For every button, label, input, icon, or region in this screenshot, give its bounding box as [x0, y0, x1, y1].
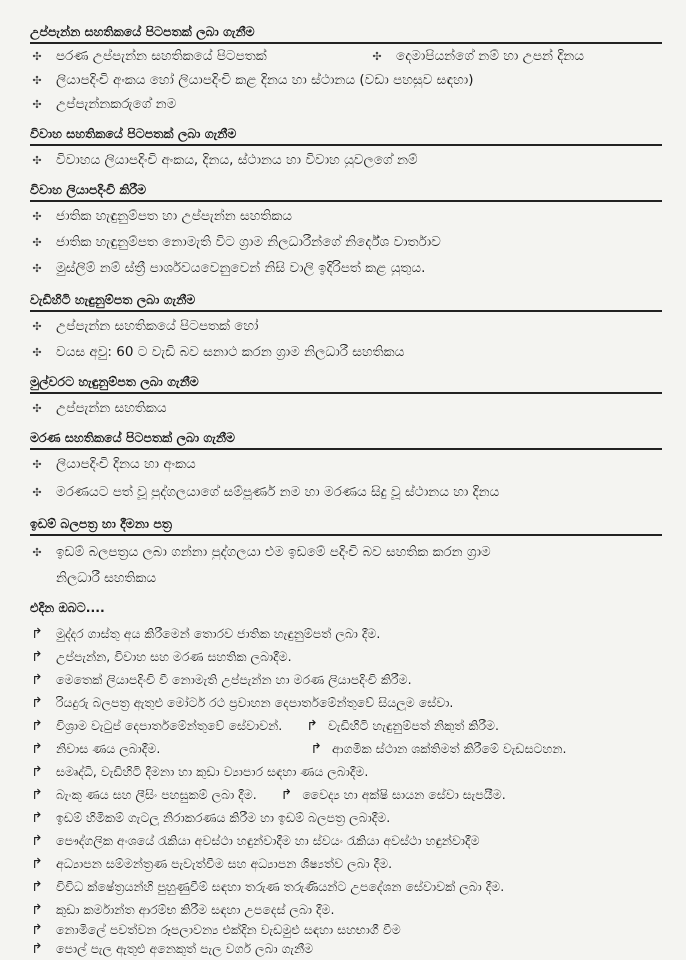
service-item: ↱ බැංකු ණය සහ ලීසිං පහසුකම් ලබා දීම. ↱ වෛද්‍ය හා අක්ෂි සායන සේවා සැපයීම.: [31, 787, 506, 803]
service-item: ↱ මෙතෙක් ලියාපදිංචි වී නොමැති උප්පැන්න හා මරණ ලියාපදිංචි කිරීම.: [31, 672, 412, 688]
list-item: ✣ ඉඩම් බලපත්‍රය ලබා ගන්නා පුද්ගලයා එම ඉඩමේ පදිංචි බව සහතික කරන ග්‍රාම: [30, 544, 491, 560]
arrow-bullet-icon: ↱: [31, 626, 43, 642]
diamond-bullet-icon: ✣: [32, 345, 42, 359]
service-item: ↱ සමෘද්ධි, වැඩිහිටි දීමනා හා කුඩා ව්‍යාපාර සඳහා ණය ලබාදීම.: [31, 764, 369, 780]
section-heading-senior-id: වැඩිහිටි හැඳුනුම්පත ලබා ගැනීම: [30, 292, 662, 312]
list-item: ✣ ලියාපදිංචි දිනය හා අංකය: [30, 456, 196, 472]
diamond-bullet-icon: ✣: [32, 261, 42, 275]
diamond-bullet-icon: ✣: [32, 319, 42, 333]
service-item: ↱ මුද්දර ගාස්තු අය කිරීමෙන් තොරව ජාතික හැඳුනුම්පත් ලබා දීම.: [31, 626, 381, 642]
list-item: ✣ ලියාපදිංචි අංකය හෝ ලියාපදිංචි කළ දිනය හා ස්ථානය (වඩා පහසුව සඳහා): [30, 72, 474, 88]
services-heading: එදින ඔබට....: [30, 600, 105, 615]
service-item: ↱ උප්පැන්න, විවාහ සහ මරණ සහතික ලබාදීම.: [31, 649, 292, 665]
arrow-bullet-icon: ↱: [31, 718, 43, 734]
service-item: ↱ විවිධ ක්ෂේත්‍රයන්හි පුහුණුවීම් සඳහා තරුණ තරුණියන්ට උපදේශන සේවාවක් ලබා දීම.: [31, 879, 505, 895]
arrow-bullet-icon: ↱: [280, 787, 293, 803]
service-item: ↱ පෞද්ගලික අංශයේ රැකියා අවස්ථා හඳුන්වාදීම හා ස්වයං රැකියා අවස්ථා හඳුන්වාදීම: [31, 833, 480, 849]
arrow-bullet-icon: ↱: [31, 833, 43, 849]
service-item: ↱ අධ්‍යාපන සම්මන්ත්‍රණ පැවැත්වීම සහ අධ්‍යාපන ශිෂ්‍යත්ව ලබා දීම.: [31, 856, 393, 872]
diamond-bullet-icon: ✣: [32, 97, 42, 111]
diamond-bullet-icon: ✣: [32, 49, 42, 63]
arrow-bullet-icon: ↱: [31, 787, 43, 803]
diamond-bullet-icon: ✣: [32, 457, 42, 471]
arrow-bullet-icon: ↱: [31, 922, 43, 938]
service-item: ↱ නොමිලේ පවත්වන රූපලාවන්‍ය එක්දින වැඩමුළු සඳහා සහභාගී වීම: [31, 922, 401, 938]
arrow-bullet-icon: ↱: [31, 856, 43, 872]
arrow-bullet-icon: ↱: [31, 810, 43, 826]
list-item: ✣ පරණ උප්පැන්න සහතිකයේ පිටපතක්: [30, 48, 267, 64]
list-item-continuation: නිලධාරී සහතිකය: [56, 570, 157, 586]
diamond-bullet-icon: ✣: [32, 485, 42, 499]
list-item: ✣ මරණයට පත් වූ පුද්ගලයාගේ සම්පූර්ණ නම හා මරණය සිදු වූ ස්ථානය හා දිනය: [30, 484, 499, 500]
list-item: ✣ ජාතික හැඳුනුම්පත හා උප්පැන්න සහතිකය: [30, 208, 292, 224]
list-item: ✣ දෙමාපියන්ගේ නම් හා උපන් දිනය: [370, 48, 584, 64]
diamond-bullet-icon: ✣: [32, 73, 42, 87]
arrow-bullet-icon: ↱: [31, 902, 43, 918]
diamond-bullet-icon: ✣: [32, 235, 42, 249]
arrow-bullet-icon: ↱: [31, 672, 43, 688]
arrow-bullet-icon: ↱: [31, 941, 43, 957]
diamond-bullet-icon: ✣: [32, 209, 42, 223]
section-heading-birth-cert-copy: උප්පැන්න සහතිකයේ පිටපතක් ලබා ගැනීම: [30, 24, 662, 44]
arrow-bullet-icon: ↱: [306, 718, 318, 734]
service-item: ↱ විශ්‍රාම වැටුප් දෙපාර්තමේන්තුවේ සේවාවන්. ↱ වැඩිහිටි හැඳුනුම්පත් නිකුත් කිරීම.: [31, 718, 500, 734]
service-item: ↱ රියදුරු බලපත්‍ර ඇතුළු මෝටර් රථ ප්‍රවාහන දෙපාර්තමේන්තුවේ සියලුම සේවා.: [31, 695, 454, 711]
diamond-bullet-icon: ✣: [32, 401, 42, 415]
arrow-bullet-icon: ↱: [31, 741, 43, 757]
list-item: ✣ ජාතික හැඳුනුම්පත නොමැති විට ග්‍රාම නිලධාරීන්ගේ නිර්දේශ වාර්තාව: [30, 234, 441, 250]
service-item: ↱ කුඩා කර්මාන්ත ආරම්භ කිරීම සඳහා උපදෙස් ලබා දීම.: [31, 902, 335, 918]
list-item: ✣ වයස අවු: 60 ට වැඩි බව සනාථ කරන ග්‍රාම නිලධාරී සහතිකය: [30, 344, 404, 360]
section-heading-marriage-registration: විවාහ ලියාපදිංචි කිරීම: [30, 182, 662, 202]
section-heading-death-cert-copy: මරණ සහතිකයේ පිටපතක් ලබා ගැනීම: [30, 430, 662, 450]
arrow-bullet-icon: ↱: [31, 764, 43, 780]
arrow-bullet-icon: ↱: [310, 741, 323, 757]
arrow-bullet-icon: ↱: [31, 695, 43, 711]
list-item: ✣ මුස්ලිම් නම් ස්ත්‍රී පාර්ශවයවෙනුවෙන් නිසි වාලි ඉදිරිපත් කළ යුතුය.: [30, 260, 425, 276]
service-item: ↱ පොල් පැල ඇතුළු අනෙකුත් පැල වර්ග ලබා ගැනීම: [31, 941, 314, 957]
diamond-bullet-icon: ✣: [32, 545, 42, 559]
arrow-bullet-icon: ↱: [31, 649, 43, 665]
diamond-bullet-icon: ✣: [32, 153, 42, 167]
list-item: ✣ උප්පැන්නකරුගේ නම: [30, 96, 176, 112]
service-item: ↱ ඉඩම් හිමිකම් ගැටලු නිරාකරණය කිරීම හා ඉඩම් බලපත්‍ර ලබාදීම.: [31, 810, 391, 826]
service-item: ↱ නිවාස ණය ලබාදීම. ↱ ආගමික ස්ථාන ශක්තිමත් කිරීමේ වැඩසටහන.: [31, 741, 567, 757]
section-heading-land-permits: ඉඩම් බලපත්‍ර හා දීමනා පත්‍ර: [30, 516, 662, 536]
list-item: ✣ උප්පැන්න සහතිකයේ පිටපතක් හෝ: [30, 318, 258, 334]
section-heading-marriage-cert-copy: විවාහ සහතිකයේ පිටපතක් ලබා ගැනීම: [30, 126, 662, 146]
arrow-bullet-icon: ↱: [31, 879, 43, 895]
diamond-bullet-icon: ✣: [372, 49, 382, 63]
list-item: ✣ උප්පැන්න සහතිකය: [30, 400, 167, 416]
section-heading-first-id: මුල්වරට හැඳුනුම්පත ලබා ගැනීම: [30, 374, 662, 394]
list-item: ✣ විවාහය ලියාපදිංචි අංකය, දිනය, ස්ථානය හා විවාහ යුවලගේ නම්: [30, 152, 418, 168]
